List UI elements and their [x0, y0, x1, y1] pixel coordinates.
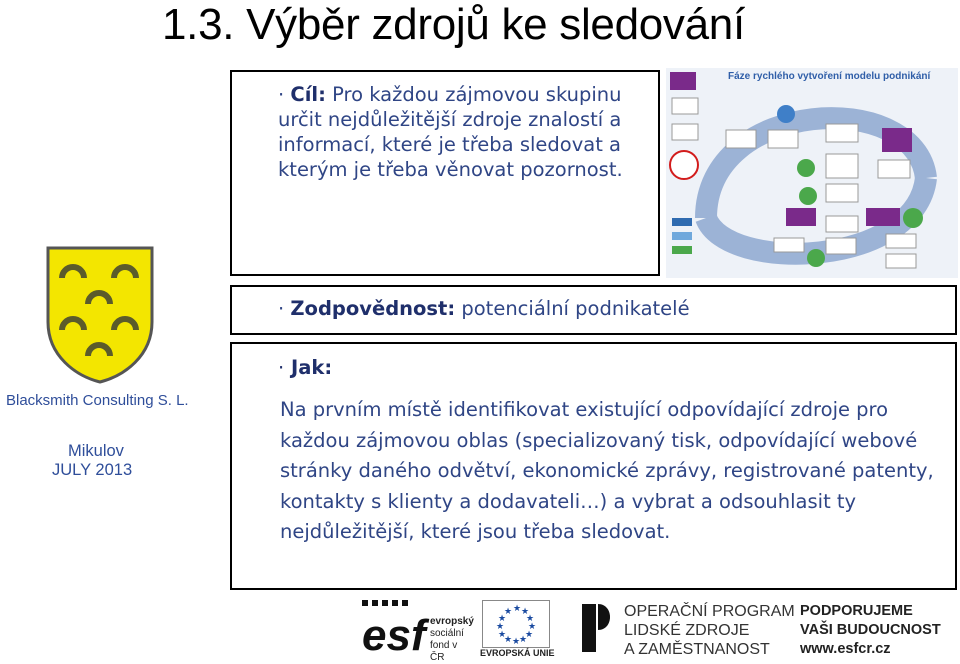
goal-bullet: · [278, 83, 285, 106]
business-model-diagram [666, 68, 958, 278]
goal-text-block [278, 82, 658, 182]
how-bullet: · [278, 356, 285, 379]
oplz-line2: LIDSKÉ ZDROJE [624, 622, 750, 639]
goal-label: Cíl: [290, 83, 326, 106]
support-label [800, 602, 941, 659]
slide-title: 1.3. Výběr zdrojů ke sledování [162, 0, 745, 49]
esf-label [430, 616, 474, 664]
svg-text:★: ★ [504, 635, 513, 645]
svg-text:★: ★ [526, 614, 535, 624]
responsibility-text: potenciální podnikatelé [461, 297, 690, 320]
svg-text:★: ★ [528, 622, 537, 632]
svg-text:★: ★ [496, 622, 505, 632]
svg-text:★: ★ [498, 630, 507, 640]
svg-text:★: ★ [512, 637, 521, 647]
support-line2: VAŠI BUDOUCNOST [800, 622, 941, 638]
svg-text:★: ★ [525, 630, 534, 640]
esf-line1: evropský [430, 616, 474, 627]
blacksmith-shield-logo [44, 244, 156, 384]
oplz-logo [578, 600, 616, 656]
oplz-line1: OPERAČNÍ PROGRAM [624, 603, 795, 620]
how-label: Jak: [291, 356, 333, 379]
oplz-label [624, 602, 795, 659]
svg-text:★: ★ [519, 635, 528, 645]
how-text: Na prvním místě identifikovat existující odpovídající zdroje pro každou zájmovou oblas (specializovaný tisk, odpovídající webové stránky daného odvětví, ekonomické zprávy, registrované patenty, kontakty s klienty a dodavateli…) a vybrat a odsouhlasit ty nejdůležitější, které jsou třeba sledovat. [280, 398, 934, 543]
support-line1: PODPORUJEME [800, 603, 913, 619]
responsibility-text-block [278, 297, 690, 320]
svg-text:★: ★ [504, 607, 513, 617]
eu-flag-icon [482, 600, 550, 648]
esf-logo [360, 598, 474, 663]
company-name: Blacksmith Consulting S. L. [6, 392, 189, 409]
esf-line2: sociální [430, 628, 464, 639]
how-heading [278, 356, 332, 379]
responsibility-label: Zodpovědnost: [290, 297, 456, 320]
footer-logos [360, 598, 960, 661]
goal-text: Pro každou zájmovou skupinu určit nejdůležitější zdroje znalostí a informací, které je třeba sledovat a kterým je třeba věnovat pozornost. [278, 83, 623, 181]
esf-line3: fond v ČR [430, 640, 458, 663]
location: Mikulov [68, 442, 124, 460]
svg-text:★: ★ [521, 607, 530, 617]
svg-text:★: ★ [513, 604, 522, 614]
responsibility-bullet: · [278, 297, 285, 320]
diagram-graphic [666, 68, 958, 278]
diagram-title: Fáze rychlého vytvoření modelu podnikání [728, 71, 931, 82]
support-url: www.esfcr.cz [800, 641, 891, 657]
date: JULY 2013 [52, 461, 133, 479]
svg-text:esf: esf [362, 611, 426, 660]
oplz-line3: A ZAMĚSTNANOST [624, 641, 770, 658]
svg-text:★: ★ [498, 614, 507, 624]
eu-label: EVROPSKÁ UNIE [480, 648, 555, 658]
